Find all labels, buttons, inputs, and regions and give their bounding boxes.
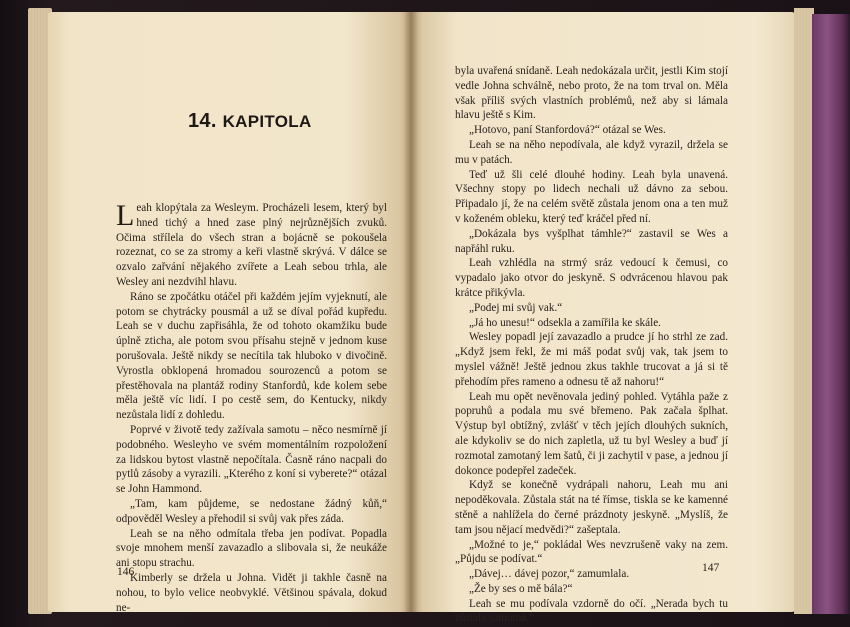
book-gutter (404, 12, 418, 612)
paragraph: Teď už šli celé dlouhé hodiny. Leah byla unavená. Všechny stopy po lidech nechali už dávno za sebou. Připadalo jí, že na celém světě zůstala jenom ona a ten muž v koženém obleku, který teď kráčel před ní. (455, 168, 728, 225)
paragraph: Wesley popadl její zavazadlo a prudce jí ho strhl ze zad. „Když jsem řekl, že mi máš podat svůj vak, tak jsem to myslel vážně! Ještě jednou zkus takhle trucovat a já si tě přehodím přes rameno a odnesu tě až nahoru!“ (455, 331, 728, 388)
paragraph: Leah mu opět nevěnovala jediný pohled. Vytáhla paže z popruhů a podala mu své břemeno. Pak začala šplhat. Výstup byl obtížný, zvlášť v těch jejích dlouhých sukních, ale kdykoliv se do nich zapletla, už tu byl Wesley a buď jí rozmotal zamotaný lem šatů, či ji zachytil v pase, a jednou jí dokonce podepřel zadeček. (455, 390, 728, 477)
paragraph: „Já ho unesu!“ odsekla a zamířila ke skále. (469, 316, 661, 329)
paragraph (116, 201, 387, 290)
paragraph: „Možné to je,“ pokládal Wes nevzrušeně vaky na zem. „Půjdu se podívat.“ (455, 538, 728, 566)
paragraph: „Hotovo, paní Stanfordová?“ otázal se Wes. (469, 124, 666, 137)
paragraph: Ráno se zpočátku otáčel při každém jejím vyjeknutí, ale potom se chytrácky pousmál a už se díval pořád kupředu. Leah se v duchu zapřisáhla, že od tohoto okamžiku bude úplně zticha, ale potom svou přísahu stejně v jednom kuse porušovala. Ještě nikdy se necítila tak hluboko v divočině. Vyrostla obklopená hromadou sourozenců a potom se přestěhovala na plantáž rodiny Stanfordů, kde kolem sebe měla ještě víc lidí. I po cestě sem, do Kentucky, nikdy nezůstala lidí z dohledu. (116, 290, 387, 422)
chapter-number: 14. (188, 110, 217, 132)
paragraph: Leah se mu podívala vzdorně do očí. „Nerada bych tu zůstala samotná.“ (455, 597, 728, 625)
drop-cap: L (116, 199, 135, 232)
right-page-edges (794, 8, 814, 614)
paragraph: Kimberly se držela u Johna. Vidět ji takhle časně na nohou, to bylo velice neobvyklé. Většinou spávala, dokud ne- (116, 571, 387, 614)
paragraph: „Podej mi svůj vak.“ (469, 301, 563, 314)
left-page-text (116, 201, 387, 615)
paragraph: Když se konečně vydrápali nahoru, Leah mu ani nepoděkovala. Zůstala stát na té římse, tiskla se ke kamenné stěně a nahlížela do černé prázdnoty jeskyně. „Myslíš, že tam jsou nějací medvědi?“ zašeptala. (455, 479, 728, 536)
paragraph: Poprvé v životě tedy zažívala samotu – něco nesmírně jí podobného. Wesleyho ve svém momentálním rozpoložení za lidskou bytost vlastně nepočítala. Časně ráno nacpali do pytlů zásoby a vyrazili. „Kterého z koní si vyberete?“ otázal se John Hammond. (116, 423, 387, 496)
paragraph: „Dávej… dávej pozor,“ zamumlala. (469, 568, 630, 581)
paragraph: Leah se na něho odmítala třeba jen podívat. Popadla svoje mnohem menší zavazadlo a slibovala si, že neukáže ani stopu strachu. (116, 527, 387, 570)
chapter-word: KAPITOLA (222, 112, 312, 131)
chapter-title (188, 110, 312, 133)
paragraph: „Dokázala bys vyšplhat támhle?“ zastavil se Wes a napřáhl ruku. (455, 227, 728, 255)
paragraph: „Tam, kam půjdeme, se nedostane žádný kůň,“ odpověděl Wesley a přehodil si svůj vak přes záda. (116, 497, 387, 525)
paragraph: Leah se na něho nepodívala, ale když vyrazil, držela se mu v patách. (455, 138, 728, 166)
page-number-left: 146 (117, 566, 135, 578)
paragraph-text: eah klopýtala za Wesleym. Procházeli lesem, který byl hned tichý a hned zase plný nejrůznějších zvuků. Očima střílela do všech stran a bojácně se pokoušela rozeznat, co se za stromy a keři vlastně skrývá. V dálce se ozvalo zařvání nějakého zvířete a Leah sebou trhla, ale Wesley ani nezdvihl hlavu. (116, 202, 387, 288)
book-cover-edge (812, 14, 850, 614)
paragraph: Leah vzhlédla na strmý sráz vedoucí k čemusi, co vypadalo jako otvor do jeskyně. S odvrácenou hlavou pak krátce přikývla. (455, 257, 728, 299)
page-number-right: 147 (702, 562, 720, 574)
right-page-text (455, 64, 728, 626)
paragraph: byla uvařená snídaně. Leah nedokázala určit, jestli Kim stojí vedle Johna schválně, nebo proto, že na tom trval on. Měla však příliš svých vlastních problémů, než aby si lámala hlavu ještě s Kim. (455, 65, 728, 122)
paragraph: „Že by ses o mě bála?“ (469, 582, 573, 595)
